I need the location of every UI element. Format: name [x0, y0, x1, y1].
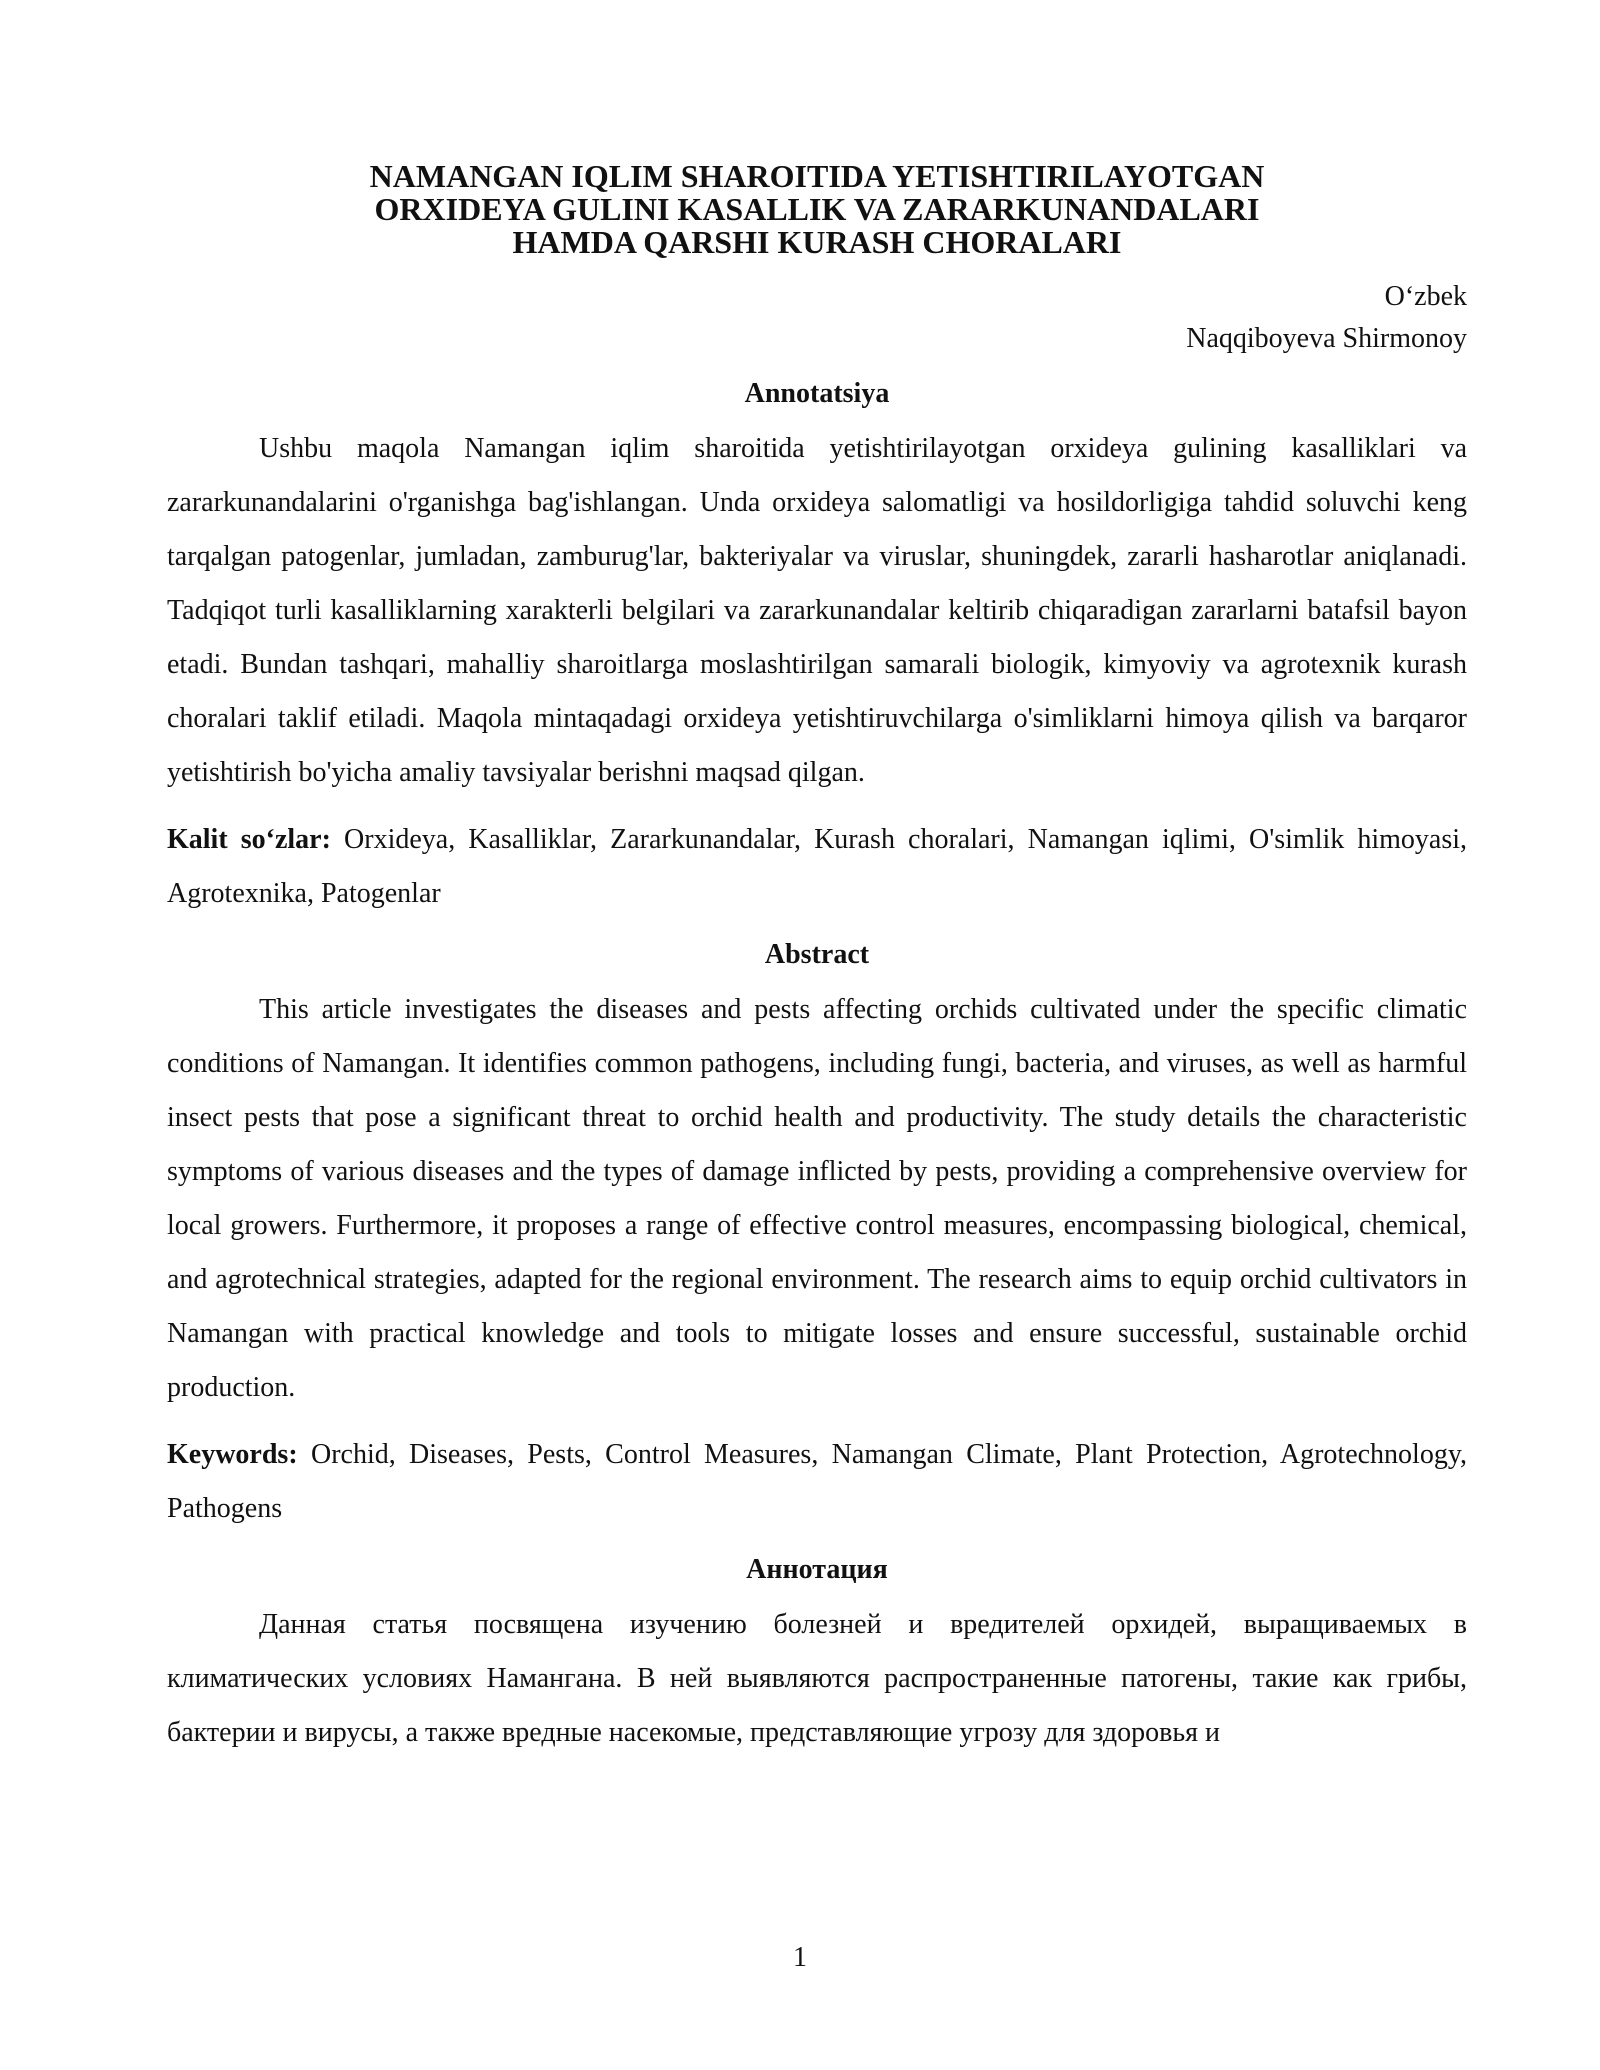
uz-abstract-heading: Annotatsiya [744, 378, 890, 409]
en-abstract-text: This article investigates the diseases and pests affecting orchids cultivated under the specific climatic conditions of Namangan. It identifies common pathogens, including fungi, bacteria, and viruses, as well as harmful insect pests that pose a significant threat to orchid health and productivity. The study details the characteristic symptoms of various diseases and the types of damage inflicted by pests, providing a comprehensive overview for local growers. Furthermore, it proposes a range of effective control measures, encompassing biological, chemical, and agrotechnical strategies, adapted for the regional environment. The research aims to equip orchid cultivators in Namangan with practical knowledge and tools to mitigate losses and ensure successful, sustainable orchid production. [167, 994, 1467, 1403]
title-line: ORXIDEYA GULINI KASALLIK VA ZARARKUNANDALARI [374, 191, 1260, 227]
author-name: Naqqiboyeva Shirmonoy [1186, 323, 1467, 354]
uz-keywords [167, 813, 1467, 921]
en-keywords-label: Keywords: [167, 1439, 298, 1470]
title-line: HAMDA QARSHI KURASH CHORALARI [512, 224, 1122, 260]
ru-abstract-heading: Аннотация [746, 1554, 888, 1585]
author-block [167, 276, 1467, 360]
ru-abstract-text: Данная статья посвящена изучению болезней и вредителей орхидей, выращиваемых в климатических условиях Намангана. В ней выявляются распространенные патогены, такие как грибы, бактерии и вирусы, а также вредные насекомые, представляющие угрозу для здоровья и [167, 1609, 1467, 1748]
uz-keywords-text: Orxideya, Kasalliklar, Zararkunandalar, Kurash choralari, Namangan iqlimi, O'simlik himoyasi, Agrotexnika, Patogenlar [167, 824, 1467, 909]
language-label: O‘zbek [1384, 281, 1467, 312]
paper-page [167, 160, 1467, 1760]
uz-keywords-label: Kalit so‘zlar: [167, 824, 331, 855]
en-keywords-text: Orchid, Diseases, Pests, Control Measures, Namangan Climate, Plant Protection, Agrotechnology, Pathogens [167, 1439, 1468, 1524]
uz-abstract-text: Ushbu maqola Namangan iqlim sharoitida yetishtirilayotgan orxideya gulining kasalliklari va zararkunandalarini o'rganishga bag'ishlangan. Unda orxideya salomatligi va hosildorligiga tahdid soluvchi keng tarqalgan patogenlar, jumladan, zamburug'lar, bakteriyalar va viruslar, shuningdek, zararli hasharotlar aniqlanadi. Tadqiqot turli kasalliklarning xarakterli belgilari va zararkunandalar keltirib chiqaradigan zararlarni batafsil bayon etadi. Bundan tashqari, mahalliy sharoitlarga moslashtirilgan samarali biologik, kimyoviy va agrotexnik kurash choralari taklif etiladi. Maqola mintaqadagi orxideya yetishtiruvchilarga o'simliklarni himoya qilish va barqaror yetishtirish bo'yicha amaliy tavsiyalar berishni maqsad qilgan. [167, 433, 1467, 788]
paper-title [167, 160, 1467, 259]
title-line: NAMANGAN IQLIM SHAROITIDA YETISHTIRILAYOTGAN [369, 158, 1265, 194]
en-abstract-heading: Abstract [764, 939, 870, 970]
en-keywords [167, 1428, 1467, 1536]
page-number: 1 [793, 1942, 807, 1973]
